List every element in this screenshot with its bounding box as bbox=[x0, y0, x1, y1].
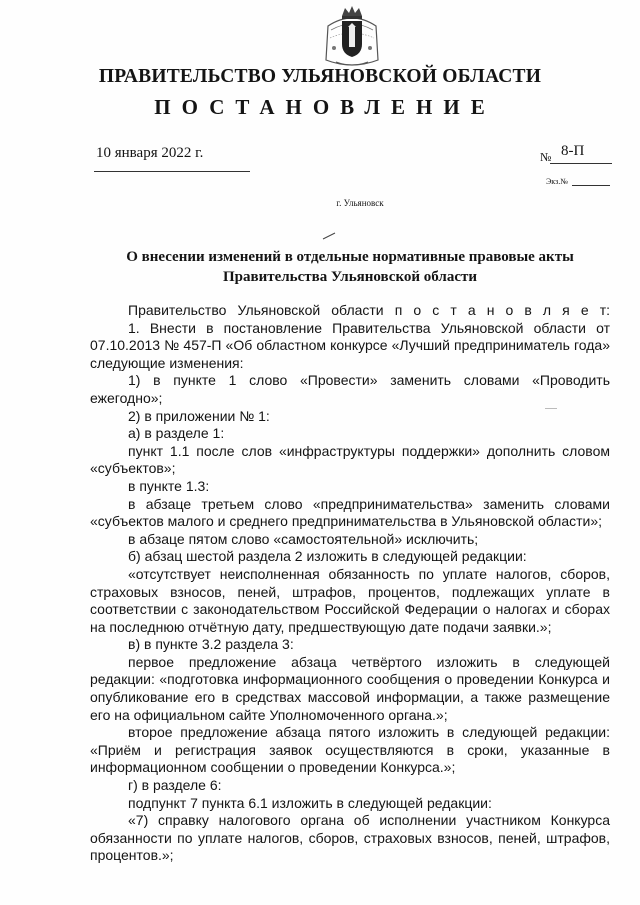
document-type: ПОСТАНОВЛЕНИЕ bbox=[154, 95, 496, 119]
body-paragraph: подпункт 7 пункта 6.1 изложить в следующей редакции: bbox=[128, 794, 492, 811]
body-paragraph: в абзаце пятом слово «самостоятельной» исключить; bbox=[128, 530, 479, 547]
copy-number-underline bbox=[572, 185, 610, 186]
body-paragraph: второе предложение абзаца пятого изложить в следующей редакции: «Приём и регистрация заявок осуществляются в сроки, указанные в информационном сообщении о проведении Конкурса.»; bbox=[90, 724, 610, 776]
document-date: 10 января 2022 г. bbox=[96, 145, 204, 161]
city-name: г. Ульяновск bbox=[336, 198, 384, 208]
body-paragraph: а) в разделе 1: bbox=[128, 425, 225, 442]
government-title: ПРАВИТЕЛЬСТВО УЛЬЯНОВСКОЙ ОБЛАСТИ bbox=[98, 66, 542, 87]
document-body bbox=[90, 302, 610, 865]
subject-line-1: О внесении изменений в отдельные нормативные правовые акты bbox=[126, 249, 574, 265]
document-number: 8-П bbox=[561, 143, 585, 159]
subject-line-2: Правительства Ульяновской области bbox=[222, 269, 478, 285]
body-paragraph: б) абзац шестой раздела 2 изложить в следующей редакции: bbox=[128, 548, 527, 565]
body-paragraph: «7) справку налогового органа об исполнении участником Конкурса обязанности по уплате налогов, сборов, страховых взносов, пеней, штрафов, процентов.»; bbox=[90, 812, 610, 864]
body-paragraph: пункт 1.1 после слов «инфраструктуры поддержки» дополнить словом «субъектов»; bbox=[90, 442, 610, 477]
body-paragraph: «отсутствует неисполненная обязанность по уплате налогов, сборов, страховых взносов, пеней, штрафов, процентов, подлежащих уплате в соответствии с законодательством Российской Федерации о налогах и сборах на последнюю отчётную дату, предшествующую дате подачи заявки.»; bbox=[90, 565, 610, 635]
body-paragraph: в) в пункте 3.2 раздела 3: bbox=[128, 636, 294, 653]
number-sign: № bbox=[540, 150, 552, 164]
body-paragraph: Правительство Ульяновской области п о с т а н о в л я е т: bbox=[128, 302, 610, 318]
body-paragraph: в абзаце третьем слово «предпринимательства» заменить словами «субъектов малого и среднего предпринимательства в Ульяновской области»; bbox=[90, 495, 610, 530]
body-paragraph: 2) в приложении № 1: bbox=[128, 407, 270, 424]
number-underline bbox=[550, 163, 612, 164]
document-subject bbox=[90, 247, 610, 287]
body-paragraph: 1) в пункте 1 слово «Провести» заменить словами «Проводить ежегодно»; bbox=[90, 372, 610, 406]
date-underline bbox=[94, 171, 250, 172]
body-paragraph: г) в разделе 6: bbox=[128, 777, 222, 794]
coat-of-arms-icon bbox=[322, 4, 382, 70]
body-paragraph: 1. Внести в постановление Правительства Ульяновской области от 07.10.2013 № 457-П «Об областном конкурсе «Лучший предприниматель года» следующие изменения: bbox=[90, 319, 610, 371]
pen-mark-icon bbox=[322, 232, 336, 240]
copy-number-label: Экз.№ bbox=[546, 177, 568, 186]
body-paragraph: первое предложение абзаца четвёртого изложить в следующей редакции: «подготовка информационного сообщения о проведении Конкурса и опубликование его в средствах массовой информации, а также размещение его на официальном сайте Уполномоченного органа.»; bbox=[90, 653, 610, 723]
body-paragraph: в пункте 1.3: bbox=[128, 477, 210, 494]
